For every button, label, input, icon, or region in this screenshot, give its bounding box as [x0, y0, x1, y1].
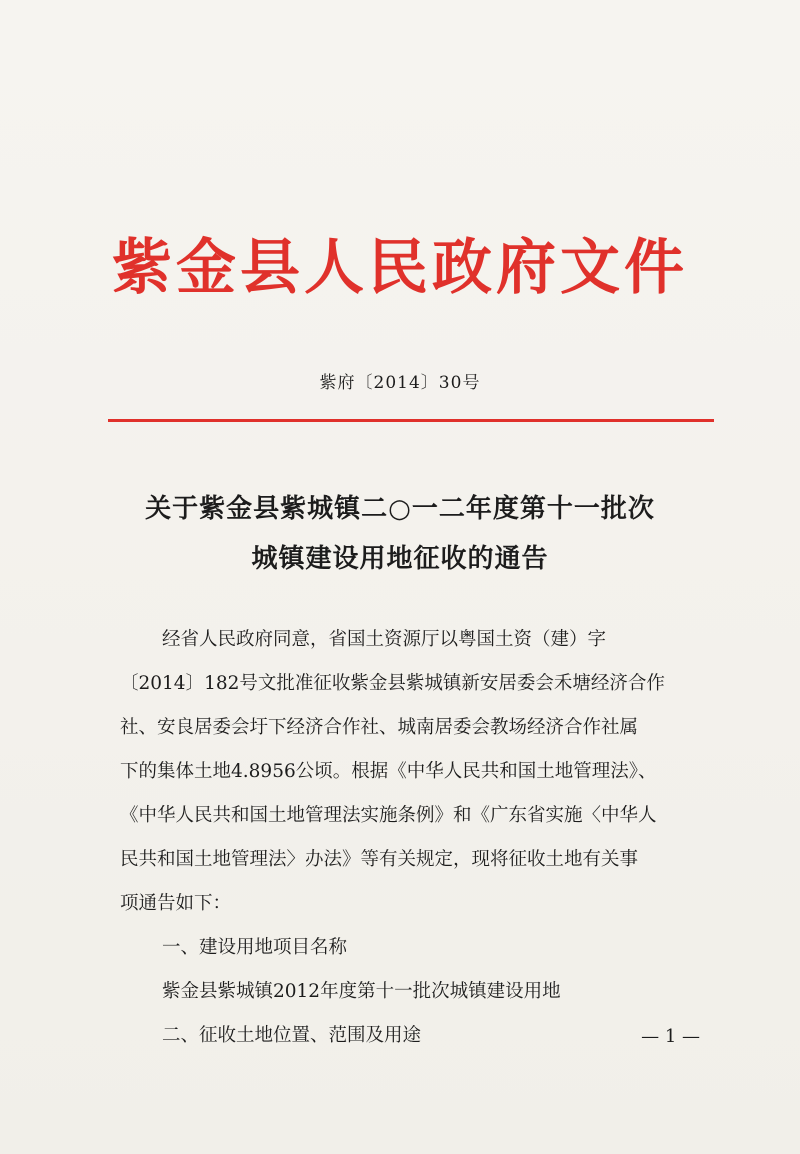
document-number: 紫府〔2014〕30号 — [319, 373, 481, 393]
body-line: 社、安良居委会圩下经济合作社、城南居委会教场经济合作社属 — [120, 717, 639, 738]
body-line: 〔2014〕182号文批准征收紫金县紫城镇新安居委会禾塘经济合作 — [120, 673, 665, 694]
body-line: 下的集体土地4.8956公顷。根据《中华人民共和国土地管理法》、 — [120, 761, 657, 782]
body-line: 《中华人民共和国土地管理法实施条例》和《广东省实施〈中华人 — [120, 805, 657, 826]
red-divider-line — [108, 419, 714, 422]
notice-title-line-1: 关于紫金县紫城镇二○一二年度第十一批次 — [145, 494, 655, 524]
notice-title-line-2: 城镇建设用地征收的通告 — [251, 544, 549, 574]
page-number: — 1 — — [641, 1026, 700, 1047]
notice-body — [120, 618, 720, 1058]
body-line: 经省人民政府同意，省国土资源厅以粤国土资（建）字 — [162, 629, 607, 650]
body-line: 民共和国土地管理法〉办法》等有关规定，现将征收土地有关事 — [120, 849, 639, 870]
body-line: 项通告如下： — [120, 893, 232, 914]
notice-title — [0, 484, 800, 584]
section-heading-2: 二、征收土地位置、范围及用途 — [162, 1025, 422, 1046]
section-heading-1: 一、建设用地项目名称 — [162, 937, 348, 958]
body-line: 紫金县紫城镇2012年度第十一批次城镇建设用地 — [162, 981, 561, 1002]
masthead-title: 紫金县人民政府文件 — [112, 233, 688, 303]
